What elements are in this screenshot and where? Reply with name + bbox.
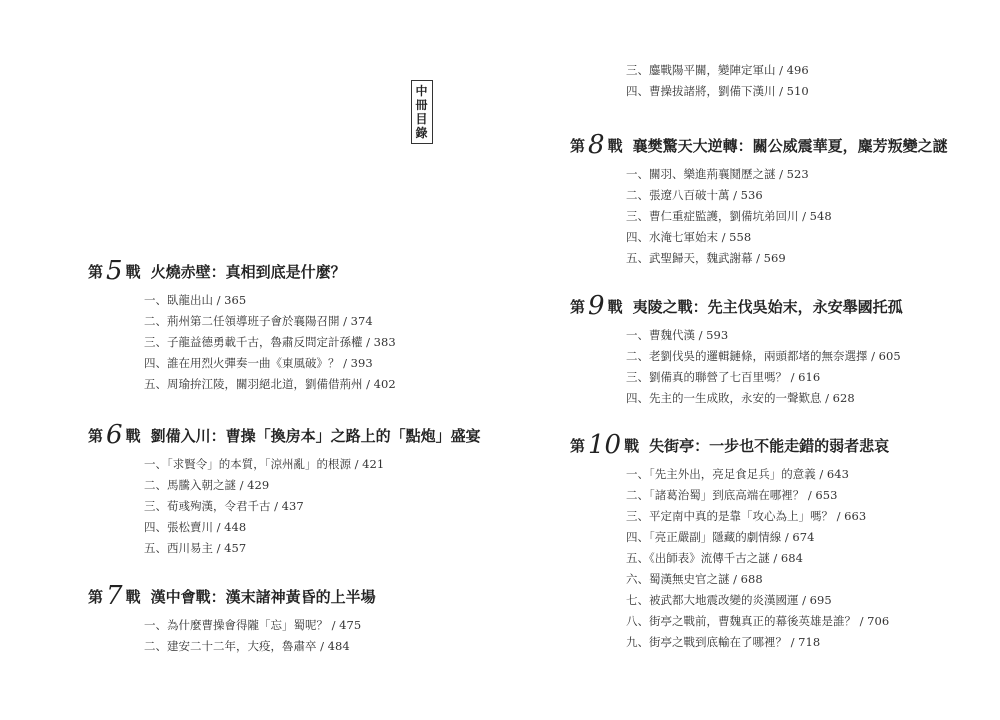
chapter-9 bbox=[570, 289, 903, 409]
toc-entry[interactable]: 二、張遼八百破十萬 / 536 bbox=[626, 188, 763, 202]
toc-entry[interactable]: 五、周瑜拚江陵，關羽絕北道，劉備借荊州 / 402 bbox=[144, 377, 396, 391]
chapter-heading[interactable]: 第 7 戰 漢中會戰：漢末諸神黃昏的上半場 bbox=[88, 581, 376, 611]
volume-title-vertical: 中 冊 目 錄 bbox=[411, 80, 433, 144]
toc-entry[interactable]: 二、荊州第二任領導班子會於襄陽召開 / 374 bbox=[144, 314, 373, 328]
toc-entry[interactable]: 一、關羽、樂進荊襄鬩歷之謎 / 523 bbox=[626, 167, 809, 181]
section-list bbox=[144, 615, 376, 657]
chapter-7 bbox=[88, 579, 376, 657]
chapter-8 bbox=[570, 128, 948, 269]
chapter-title: 火燒赤壁：真相到底是什麼？ bbox=[150, 263, 346, 281]
section-list bbox=[626, 325, 903, 409]
toc-entry[interactable]: 一、臥龍出山 / 365 bbox=[144, 293, 247, 307]
section-list bbox=[144, 290, 396, 395]
toc-entry[interactable]: 一、「求賢令」的本質，「涼州亂」的根源 / 421 bbox=[144, 457, 385, 471]
toc-entry[interactable]: 二、老劉伐吳的邏輯鏈條，兩頭都堵的無奈選擇 / 605 bbox=[626, 349, 901, 363]
toc-entry[interactable]: 四、曹操拔諸將，劉備下漢川 / 510 bbox=[626, 84, 809, 98]
toc-entry[interactable]: 二、馬騰入朝之謎 / 429 bbox=[144, 478, 270, 492]
toc-entry[interactable]: 三、曹仁重症監護，劉備坑弟回川 / 548 bbox=[626, 209, 832, 223]
chapter-heading[interactable]: 第 6 戰 劉備入川：曹操「換房本」之路上的「點炮」盛宴 bbox=[88, 420, 481, 450]
toc-entry[interactable]: 四、誰在用烈火彈奏一曲《東風破》？ / 393 bbox=[144, 356, 373, 370]
toc-entry[interactable]: 三、劉備真的聯營了七百里嗎？ / 616 bbox=[626, 370, 821, 384]
toc-entry[interactable]: 二、「諸葛治蜀」到底高端在哪裡？ / 653 bbox=[626, 488, 838, 502]
toc-entry[interactable]: 四、「亮正嚴副」隱藏的劇情線 / 674 bbox=[626, 530, 815, 544]
toc-entry[interactable]: 三、子龍益德勇載千古，魯肅反問定計孫權 / 383 bbox=[144, 335, 396, 349]
toc-entry[interactable]: 八、街亭之戰前，曹魏真正的幕後英雄是誰？ / 706 bbox=[626, 614, 890, 628]
chapter-6 bbox=[88, 418, 481, 559]
section-list bbox=[626, 60, 809, 102]
toc-entry[interactable]: 一、「先主外出，亮足食足兵」的意義 / 643 bbox=[626, 467, 849, 481]
toc-entry[interactable]: 一、為什麼曹操會得隴「忘」蜀呢？ / 475 bbox=[144, 618, 362, 632]
toc-entry[interactable]: 四、張松賣川 / 448 bbox=[144, 520, 247, 534]
chapter-title: 襄樊驚天大逆轉：關公威震華夏，麋芳叛變之謎 bbox=[632, 137, 948, 155]
chapter-heading[interactable]: 第 9 戰 夷陵之戰：先主伐吳始末，永安舉國托孤 bbox=[570, 291, 903, 321]
chapter-5 bbox=[88, 254, 396, 395]
chapter-10 bbox=[570, 428, 889, 653]
chapter-heading[interactable]: 第 8 戰 襄樊驚天大逆轉：關公威震華夏，麋芳叛變之謎 bbox=[570, 130, 948, 160]
toc-entry[interactable]: 四、水淹七軍始末 / 558 bbox=[626, 230, 752, 244]
chapter-heading[interactable]: 第 5 戰 火燒赤壁：真相到底是什麼？ bbox=[88, 256, 346, 286]
toc-entry[interactable]: 七、被武都大地震改變的炎漢國運 / 695 bbox=[626, 593, 832, 607]
toc-entry[interactable]: 五、武聖歸天，魏武謝幕 / 569 bbox=[626, 251, 786, 265]
toc-entry[interactable]: 三、平定南中真的是靠「攻心為上」嗎？ / 663 bbox=[626, 509, 867, 523]
section-list bbox=[626, 464, 889, 653]
chapter-title: 夷陵之戰：先主伐吳始末，永安舉國托孤 bbox=[632, 298, 903, 316]
chapter-heading[interactable]: 第 10 戰 失街亭：一步也不能走錯的弱者悲哀 bbox=[570, 430, 890, 460]
section-list bbox=[144, 454, 481, 559]
toc-entry[interactable]: 三、鏖戰陽平關，變陣定軍山 / 496 bbox=[626, 63, 809, 77]
toc-entry[interactable]: 一、曹魏代漢 / 593 bbox=[626, 328, 729, 342]
section-list bbox=[626, 164, 948, 269]
toc-entry[interactable]: 五、西川易主 / 457 bbox=[144, 541, 247, 555]
chapter-title: 劉備入川：曹操「換房本」之路上的「點炮」盛宴 bbox=[150, 427, 481, 445]
chapter-7-continued bbox=[626, 60, 809, 102]
toc-entry[interactable]: 四、先主的一生成敗，永安的一聲歎息 / 628 bbox=[626, 391, 855, 405]
right-page bbox=[500, 0, 1000, 720]
toc-entry[interactable]: 三、荀彧殉漢，令君千古 / 437 bbox=[144, 499, 304, 513]
toc-entry[interactable]: 二、建安二十二年，大疫，魯肅卒 / 484 bbox=[144, 639, 350, 653]
chapter-title: 失街亭：一步也不能走錯的弱者悲哀 bbox=[649, 437, 890, 455]
chapter-title: 漢中會戰：漢末諸神黃昏的上半場 bbox=[150, 588, 376, 606]
toc-entry[interactable]: 九、街亭之戰到底輸在了哪裡？ / 718 bbox=[626, 635, 821, 649]
toc-entry[interactable]: 六、蜀漢無史官之謎 / 688 bbox=[626, 572, 763, 586]
toc-entry[interactable]: 五、《出師表》流傳千古之謎 / 684 bbox=[626, 551, 803, 565]
